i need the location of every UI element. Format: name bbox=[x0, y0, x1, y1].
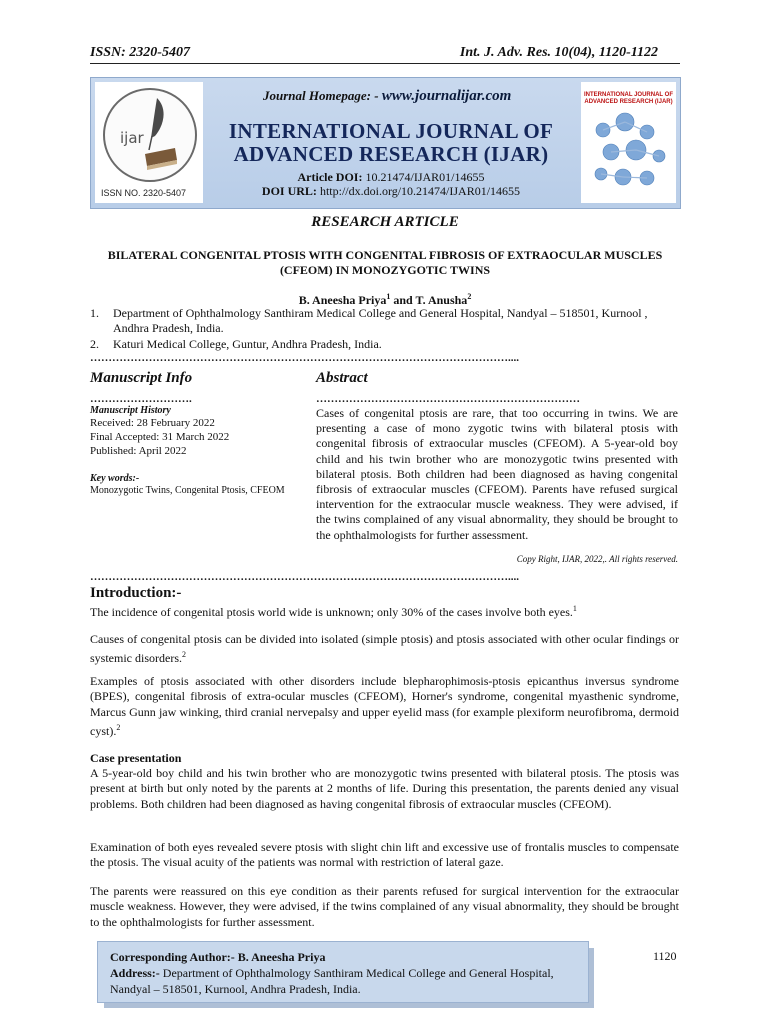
keywords: Monozygotic Twins, Congenital Ptosis, CFEOM bbox=[90, 485, 285, 496]
dotted-separator-right: ……………………………………………………………… bbox=[316, 394, 580, 404]
affiliation-1 bbox=[90, 306, 682, 336]
doi-value: 10.21474/IJAR01/14655 bbox=[365, 170, 485, 184]
paragraph-text: The incidence of congenital ptosis world wide is unknown; only 30% of the cases involve both eyes. bbox=[90, 605, 573, 619]
manuscript-dates bbox=[90, 416, 229, 458]
corresponding-address bbox=[110, 965, 580, 997]
abstract-text: Cases of congenital ptosis are rare, that too occurring in twins. We are presenting a case of mono zygotic twins with bilateral ptosis with congenital fibrosis of extraocular muscles (CFEOM). A 5-year-old boy child and his twin brother who are monozygotic twins presented with bilateral ptosis. Both children had been diagnosed as having congenital fibrosis of extraocular muscles (CFEOM). Parents have refused surgical intervention for the extraocular muscle weakness. They were advised, if the twins complained of any visual abnormality, they should be brought to the ophthalmologists for further assessment. bbox=[316, 406, 678, 542]
doi-url-label: DOI URL: bbox=[261, 184, 317, 198]
introduction-heading: Introduction:- bbox=[90, 585, 182, 601]
cover-title: INTERNATIONAL JOURNAL OF ADVANCED RESEARCH (IJAR) bbox=[583, 92, 673, 105]
article-type: RESEARCH ARTICLE bbox=[311, 214, 459, 230]
molecule-cover-image bbox=[581, 82, 676, 203]
accepted-date: Final Accepted: 31 March 2022 bbox=[90, 431, 230, 443]
keywords-label: Key words:- bbox=[90, 473, 140, 484]
doi-url-value[interactable]: http://dx.doi.org/10.21474/IJAR01/14655 bbox=[319, 184, 521, 198]
dotted-separator: …………………………………………………………………………………………………….... bbox=[90, 353, 519, 363]
case-paragraph-1: A 5-year-old boy child and his twin brother who are monozygotic twins presented with bilateral ptosis. The ptosis was present at birth but only noted by the parents at 2 months of life. During this presentation, the parents denied any visual problems. Both children had been diagnosed as having congenital fibrosis of extraocular muscles (CFEOM). bbox=[90, 766, 679, 811]
logo-issn: ISSN NO. 2320-5407 bbox=[101, 188, 187, 198]
journal-logo bbox=[95, 82, 203, 203]
citation-sup: 1 bbox=[572, 604, 577, 613]
citation-header: Int. J. Adv. Res. 10(04), 1120-1122 bbox=[459, 45, 658, 60]
affiliation-text: Katuri Medical College, Guntur, Andhra Pradesh, India. bbox=[113, 337, 382, 351]
intro-paragraph-3 bbox=[90, 674, 679, 739]
journal-name: INTERNATIONAL JOURNAL OF ADVANCED RESEARCH (IJAR) bbox=[228, 119, 554, 166]
paragraph-text: Causes of congenital ptosis can be divided into isolated (simple ptosis) and ptosis associated with other ocular findings or systemic disorders. bbox=[90, 632, 679, 666]
affiliation-number: 1. bbox=[90, 306, 99, 320]
address-text: Department of Ophthalmology Santhiram Medical College and General Hospital, Nandyal – 518501, Kurnool, Andhra Pradesh, India. bbox=[110, 966, 554, 996]
received-date: Received: 28 February 2022 bbox=[90, 417, 215, 429]
page-number: 1120 bbox=[653, 949, 677, 963]
author-2-sup: 2 bbox=[467, 292, 472, 301]
author-1: B. Aneesha Priya bbox=[298, 293, 387, 307]
corresponding-author-text bbox=[110, 949, 590, 997]
intro-paragraph-1 bbox=[90, 601, 679, 620]
abstract-heading: Abstract bbox=[316, 370, 368, 386]
manuscript-history-label: Manuscript History bbox=[90, 405, 171, 416]
quill-book-icon bbox=[105, 90, 195, 180]
journal-homepage bbox=[263, 88, 511, 105]
manuscript-info-heading: Manuscript Info bbox=[90, 370, 193, 386]
corresponding-author-label: Corresponding Author:- B. Aneesha Priya bbox=[110, 950, 326, 964]
citation-sup: 2 bbox=[182, 650, 186, 660]
doi-block bbox=[211, 170, 571, 198]
citation-sup: 2 bbox=[116, 722, 121, 732]
journal-banner bbox=[90, 77, 681, 209]
dotted-separator-left: ………………………. bbox=[90, 394, 192, 404]
issn-header: ISSN: 2320-5407 bbox=[90, 45, 190, 60]
author-joiner: and bbox=[390, 293, 416, 307]
case-paragraph-2: Examination of both eyes revealed severe ptosis with slight chin lift and excessive use of frontalis muscles to compensate the ptosis. The visual acuity of the patients was normal with restriction of lateral gaze. bbox=[90, 840, 679, 870]
logo-text: ijar bbox=[120, 129, 144, 147]
journal-cover bbox=[581, 82, 676, 203]
homepage-label: Journal Homepage: - bbox=[263, 88, 382, 103]
paragraph-text: Examples of ptosis associated with other disorders include blepharophimosis-ptosis epicanthus inversus syndrome (BPES), congenital fibrosis of extra-ocular muscles (CFEOM), Horner's syndrome, congenital myasthenic syndrome, Marcus Gunn jaw winking, third cranial nervepalsy and upper eyelid mass (for example plexiform neurofibroma, dermoid cyst). bbox=[90, 674, 679, 738]
author-2: T. Anusha bbox=[415, 293, 468, 307]
dotted-separator: …………………………………………………………………………………………………….... bbox=[90, 572, 519, 582]
case-paragraph-3: The parents were reassured on this eye condition as their parents refused for surgical intervention for the extraocular muscle weakness. However, they were advised, if the twins complained of any visual abnormality, they should be brought to the ophthalmologists for further assessment. bbox=[90, 884, 679, 929]
copyright: Copy Right, IJAR, 2022,. All rights reserved. bbox=[516, 554, 678, 564]
logo-circle bbox=[103, 88, 197, 182]
case-presentation-heading: Case presentation bbox=[90, 751, 182, 765]
intro-paragraph-2 bbox=[90, 632, 679, 667]
article-title: BILATERAL CONGENITAL PTOSIS WITH CONGENITAL FIBROSIS OF EXTRAOCULAR MUSCLES (CFEOM) IN MONOZYGOTIC TWINS bbox=[107, 248, 663, 277]
affiliation-2 bbox=[90, 337, 682, 352]
doi-label: Article DOI: bbox=[297, 170, 363, 184]
affiliation-number: 2. bbox=[90, 337, 99, 351]
address-label: Address:- bbox=[110, 966, 160, 980]
published-date: Published: April 2022 bbox=[90, 445, 187, 457]
homepage-url[interactable]: www.journalijar.com bbox=[381, 88, 512, 104]
affiliation-text: Department of Ophthalmology Santhiram Medical College and General Hospital, Nandyal – 518501, Kurnool , Andhra Pradesh, India. bbox=[113, 306, 648, 335]
author-1-sup: 1 bbox=[386, 292, 391, 301]
header-rule bbox=[90, 63, 680, 64]
